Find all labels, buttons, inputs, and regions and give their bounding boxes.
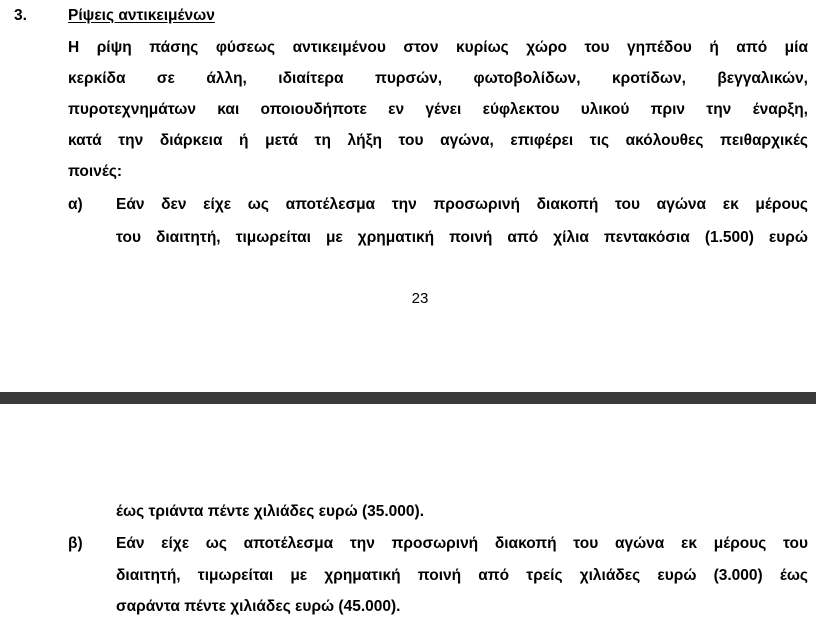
document-page-bottom: [0, 404, 816, 625]
section-title: Ρίψεις αντικειμένων: [68, 7, 215, 24]
item-b-line: διαιτητή, τιμωρείται με χρηματική ποινή από τρείς χιλιάδες ευρώ (3.000) έως: [116, 567, 808, 584]
item-a-line: του διαιτητή, τιμωρείται με χρηματική ποινή από χίλια πεντακόσια (1.500) ευρώ: [116, 229, 808, 246]
item-a-continuation: έως τριάντα πέντε χιλιάδες ευρώ (35.000).: [116, 503, 425, 520]
page-number: 23: [411, 290, 429, 307]
paragraph-line: κατά την διάρκεια ή μετά τη λήξη του αγώνα, επιφέρει τις ακόλουθες πειθαρχικές: [68, 132, 808, 149]
item-a-label: α): [68, 196, 83, 213]
item-b-label: β): [68, 535, 83, 552]
page-break-divider: [0, 392, 816, 404]
paragraph-line: Η ρίψη πάσης φύσεως αντικειμένου στον κυρίως χώρο του γηπέδου ή από μία: [68, 39, 808, 56]
item-a-line: Εάν δεν είχε ως αποτέλεσμα την προσωρινή διακοπή του αγώνα εκ μέρους: [116, 196, 808, 213]
item-b-line: Εάν είχε ως αποτέλεσμα την προσωρινή διακοπή του αγώνα εκ μέρους του: [116, 535, 808, 552]
paragraph-line: πυροτεχνημάτων και οποιουδήποτε εν γένει εύφλεκτου υλικού πριν την έναρξη,: [68, 101, 808, 118]
section-number: 3.: [14, 7, 27, 24]
paragraph-line: κερκίδα σε άλλη, ιδιαίτερα πυρσών, φωτοβολίδων, κροτίδων, βεγγαλικών,: [68, 70, 808, 87]
paragraph-line: ποινές:: [68, 163, 123, 180]
item-b-line: σαράντα πέντε χιλιάδες ευρώ (45.000).: [116, 598, 401, 615]
